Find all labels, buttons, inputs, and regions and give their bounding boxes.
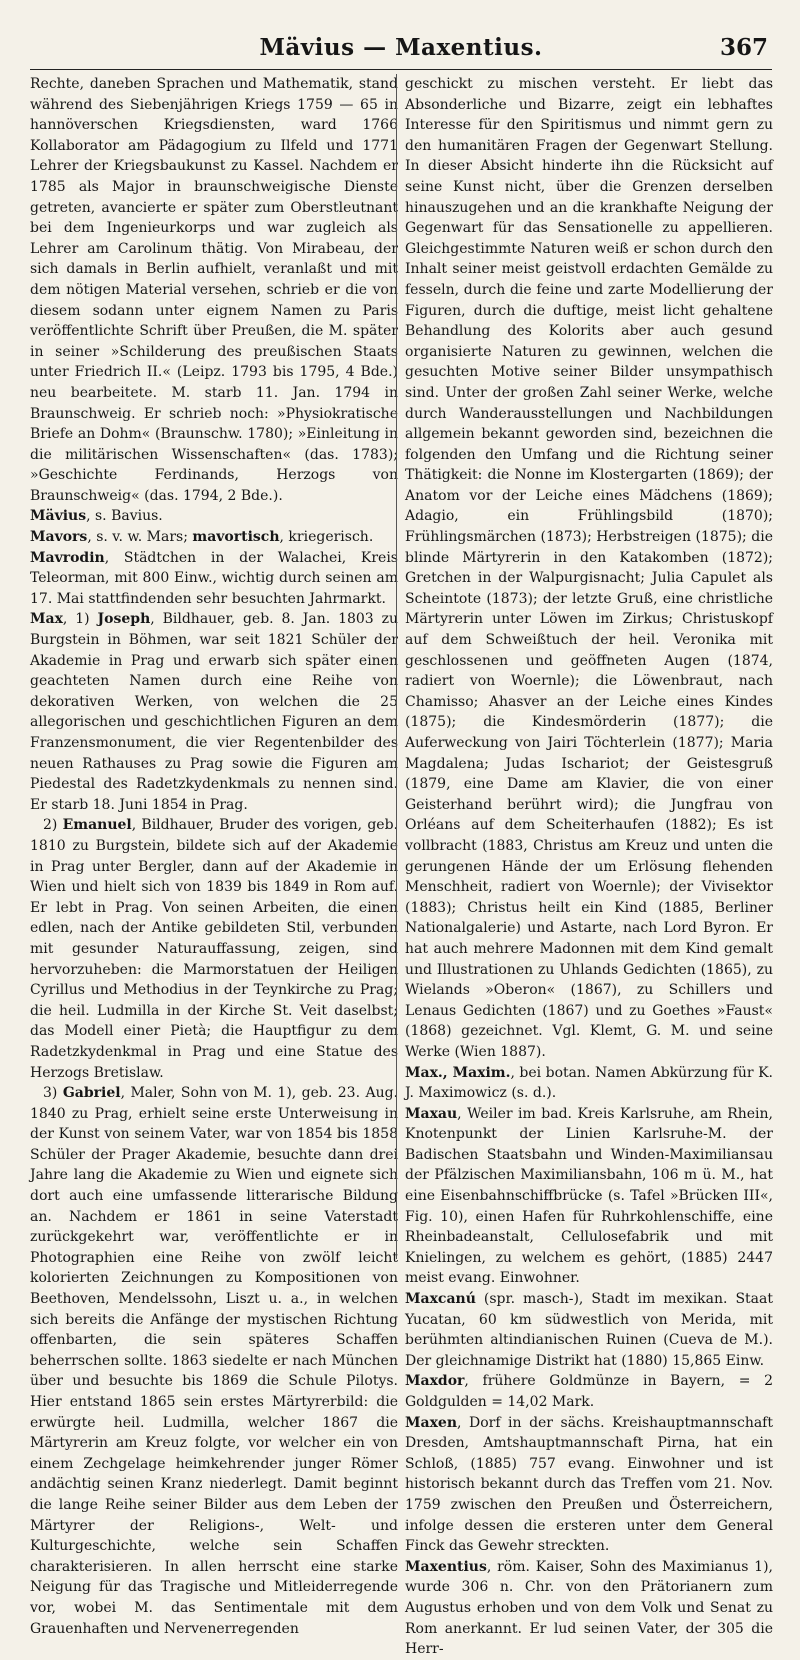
entry-text: Rechte, daneben Sprachen und Mathematik, stand während des Siebenjährigen Kriegs 1759 — 65 in hannöverschen Kriegsdiensten, ward 1766 Kollaborator am Pädagogium zu Ilfeld und 1771 Lehrer der Kriegsbaukunst zu Kassel. Nachdem er 1785 als Major in braunschweigische Dienste getreten, avancierte er später zum Oberstleutnant bei dem Ingenieurkorps und war zugleich als Lehrer am Carolinum thätig. Von Mirabeau, der sich damals in Berlin aufhielt, veranlaßt und mit dem nötigen Material versehen, schrieb er die von diesem sodann unter eignem Namen zu Paris veröffentlichte Schrift über Preußen, die M. später in seiner »Schilderung des preußischen Staats unter Friedrich II.« (Leipz. 1793 bis 1795, 4 Bde.) neu bearbeitete. M. starb 11. Jan. 1794 in Braunschweig. Er schrieb noch: »Physiokratische Briefe an Dohm« (Braunschw. 1780); »Einleitung in die militärischen Wissenschaften« (das. 1783); »Geschichte Ferdinands, Herzogs von Braunschweig« (das. 1794, 2 Bde.). — [30, 76, 398, 504]
entry-headword: Maxentius — [405, 1558, 487, 1575]
entry-headword: Maxau — [405, 1105, 458, 1122]
left-column — [30, 74, 398, 1639]
entry-paragraph — [405, 1413, 773, 1557]
entry-paragraph — [405, 1104, 773, 1289]
entry-paragraph — [30, 548, 398, 610]
entry-paragraph — [30, 506, 398, 527]
entry-headword: Maxdor — [405, 1373, 465, 1390]
entry-paragraph — [405, 1289, 773, 1371]
entry-headword: Mävius — [30, 508, 87, 525]
entry-headword: Mavors — [30, 529, 88, 546]
entry-headword: Gabriel — [62, 1085, 121, 1102]
entry-text: , Maler, Sohn von M. 1), geb. 23. Aug. 1840 zu Prag, erhielt seine erste Unterweisung in der Kunst von seinem Vater, war von 1854 bis 1858 Schüler der Prager Akademie, besuchte dann drei Jahre lang die Akademie zu Wien und eignete sich dort auch eine umfassende litterarische Bildung an. Nachdem er 1861 in seine Vaterstadt zurückgekehrt war, veröffentlichte er in Photographien eine Reihe von zwölf leicht kolorierten Zeichnungen zu Kompositionen von Beethoven, Mendelssohn, Liszt u. a., in welchen sich bereits die Anfänge der mystischen Richtung offenbarten, die sein späteres Schaffen beherrschen sollte. 1863 siedelte er nach München über und besuchte bis 1869 die Schule Pilotys. Hier entstand 1865 sein erstes Märtyrerbild: die erwürgte heil. Ludmilla, welcher 1867 die Märtyrerin am Kreuz folgte, vor welcher ein von einem Zechgelage heimkehrender junger Römer andächtig seinen Kranz niederlegt. Damit beginnt die lange Reihe seiner Bilder aus dem Leben der Märtyrer der Religions-, Welt- und Kulturgeschichte, welche sein Schaffen charakterisieren. In allen herrscht eine starke Neigung für das Tragische und Mitleiderregende vor, wobei M. das Sentimentale mit dem Grauenhaften und Nervenerregenden — [30, 1085, 398, 1637]
header-rule — [30, 69, 772, 70]
entry-text: 2) — [43, 817, 63, 834]
entry-paragraph — [405, 1557, 773, 1660]
entry-headword: mavortisch — [192, 529, 280, 546]
entry-text: , röm. Kaiser, Sohn des Maximianus 1), wurde 306 n. Chr. von den Prätorianern zum Augustus erhoben und von dem Volk und Senat zu Rom anerkannt. Er lud seinen Vater, der 305 die Herr- — [405, 1558, 773, 1658]
entry-paragraph — [30, 815, 398, 1083]
entry-headword: Max — [30, 611, 63, 628]
entry-headword: Max., Maxim. — [405, 1064, 511, 1081]
entry-paragraph — [405, 1063, 773, 1104]
entry-paragraph — [30, 527, 398, 548]
entry-headword: Maxen — [405, 1414, 458, 1431]
entry-text: (spr. masch-), Stadt im mexikan. Staat Yucatan, 60 km südwestlich von Merida, mit berühmten altindianischen Ruinen (Cueva de M.). Der gleichnamige Distrikt hat (1880) 15,865 Einw. — [405, 1291, 773, 1369]
entry-text: , Weiler im bad. Kreis Karlsruhe, am Rhein, Knotenpunkt der Linien Karlsruhe-M. der Badischen Staatsbahn und Winden-Maximiliansau der Pfälzischen Maximiliansbahn, 106 m ü. M., hat eine Eisenbahnschiffbrücke (s. Tafel »Brücken III«, Fig. 10), einen Hafen für Ruhrkohlenschiffe, eine Rheinbadeanstalt, Cellulosefabrik und mit Knielingen, zu welchem es gehört, (1885) 2447 meist evang. Einwohner. — [405, 1105, 773, 1287]
entry-text: , Bildhauer, Bruder des vorigen, geb. 1810 zu Burgstein, bildete sich auf der Akademie in Prag unter Bergler, dann auf der Akademie in Wien und hielt sich von 1839 bis 1849 in Rom auf. Er lebt in Prag. Von seinen Arbeiten, die einen edlen, nach der Antike gebildeten Stil, verbunden mit gesunder Naturauffassung, zeigen, sind hervorzuheben: die Marmorstatuen der Heiligen Cyrillus und Methodius in der Teynkirche zu Prag; die heil. Ludmilla in der Kirche St. Veit daselbst; das Modell einer Pietà; die Hauptfigur zu dem Radetzkydenkmal in Prag und eine Statue des Herzogs Bretislaw. — [30, 817, 398, 1081]
entry-text: , kriegerisch. — [279, 529, 374, 546]
entry-text: , Städtchen in der Walachei, Kreis Teleorman, mit 800 Einw., wichtig durch seinen am 17. Mai stattfindenden sehr besuchten Jahrmarkt. — [30, 549, 398, 607]
entry-paragraph — [30, 609, 398, 815]
entry-text: , s. v. w. Mars; — [87, 529, 193, 546]
entry-text: , bei botan. Namen Abkürzung für K. J. Maximowicz (s. d.). — [405, 1064, 773, 1102]
entry-headword: Joseph — [97, 611, 151, 628]
entry-headword: Emanuel — [62, 817, 132, 834]
entry-headword: Mavrodin — [30, 549, 105, 566]
entry-text: , 1) — [62, 611, 98, 628]
right-column — [405, 74, 773, 1660]
running-title: Mävius — Maxentius. — [259, 34, 543, 61]
entry-paragraph — [405, 1371, 773, 1412]
entry-text: geschickt zu mischen versteht. Er liebt das Absonderliche und Bizarre, zeigt ein lebhaftes Interesse für den Spiritismus und nimmt gern zu den humanitären Fragen der Gegenwart Stellung. In dieser Absicht hinderte ihn die Rücksicht auf seine Kunst nicht, über die Grenzen derselben hinauszugehen und an die krankhafte Neigung der Gegenwart für das Sensationelle zu appellieren. Gleichgestimmte Naturen weiß er schon durch den Inhalt seiner meist geistvoll erdachten Gemälde zu fesseln, durch die feine und zarte Modellierung der Figuren, durch die duftige, meist licht gehaltene Behandlung des Kolorits aber auch gesund organisierte Naturen zu gewinnen, welchen die gesuchten Motive seiner Bilder unsympathisch sind. Unter der großen Zahl seiner Werke, welche durch Wanderausstellungen und Nachbildungen allgemein bekannt geworden sind, bezeichnen die folgenden den Umfang und die Richtung seiner Thätigkeit: die Nonne im Klostergarten (1869); der Anatom vor der Leiche eines Mädchens (1869); Adagio, ein Frühlingsbild (1870); Frühlingsmärchen (1873); Herbstreigen (1875); die blinde Märtyrerin in den Katakomben (1872); Gretchen in der Walpurgisnacht; Julia Capulet als Scheintote (1873); der letzte Gruß, eine christliche Märtyrerin unter Löwen im Zirkus; Christuskopf auf dem Schweißtuch der heil. Veronika mit geschlossenen und geöffneten Augen (1874, radiert von Woernle); die Löwenbraut, nach Chamisso; Ahasver an der Leiche eines Kindes (1875); die Kindesmörderin (1877); die Auferweckung von Jairi Töchterlein (1877); Maria Magdalena; Judas Ischariot; der Geistesgruß (1879, eine Dame am Klavier, die von einer Geisterhand berührt wird); die Jungfrau von Orléans auf dem Scheiterhaufen (1882); Es ist vollbracht (1883, Christus am Kreuz und unten die gerungenen Hände der um Erlösung flehenden Menschheit, radiert von Woernle); der Vivisektor (1883); Christus heilt ein Kind (1885, Berliner Nationalgalerie) und Astarte, nach Lord Byron. Er hat auch mehrere Madonnen mit dem Kind gemalt und Illustrationen zu Uhlands Gedichten (1865), zu Wielands »Oberon« (1867), zu Schillers und Lenaus Gedichten (1867) und zu Goethes »Faust« (1868) gezeichnet. Vgl. Klemt, G. M. und seine Werke (Wien 1887). — [405, 76, 773, 1060]
page-header — [30, 28, 772, 70]
entry-paragraph — [30, 1083, 398, 1639]
entry-text: , Bildhauer, geb. 8. Jan. 1803 zu Burgstein in Böhmen, war seit 1821 Schüler der Akademie in Prag und erwarb sich später einen geachteten Namen durch eine Reihe von dekorativen Werken, von welchen die 25 allegorischen und geschichtlichen Figuren an dem Franzensmonument, die vier Regentenbilder des neuen Rathauses zu Prag sowie die Figuren am Piedestal des Radetzkydenkmals zu nennen sind. Er starb 18. Juni 1854 in Prag. — [30, 611, 398, 813]
entry-text: , frühere Goldmünze in Bayern, = 2 Goldgulden = 14,02 Mark. — [405, 1373, 773, 1410]
entry-headword: Maxcanú — [405, 1291, 476, 1308]
entry-paragraph — [405, 74, 773, 1063]
entry-text: 3) — [43, 1085, 63, 1102]
column-divider — [396, 74, 397, 1259]
entry-text: , Dorf in der sächs. Kreishauptmannschaft Dresden, Amtshauptmannschaft Pirna, hat ein Schloß, (1885) 757 evang. Einwohner und ist historisch bekannt durch das Treffen vom 21. Nov. 1759 zwischen den Preußen und Österreichern, infolge dessen die ersteren unter dem General Finck das Gewehr streckten. — [405, 1414, 773, 1555]
entry-paragraph — [30, 74, 398, 506]
page-number: 367 — [719, 34, 768, 61]
entry-text: , s. Bavius. — [86, 508, 163, 525]
